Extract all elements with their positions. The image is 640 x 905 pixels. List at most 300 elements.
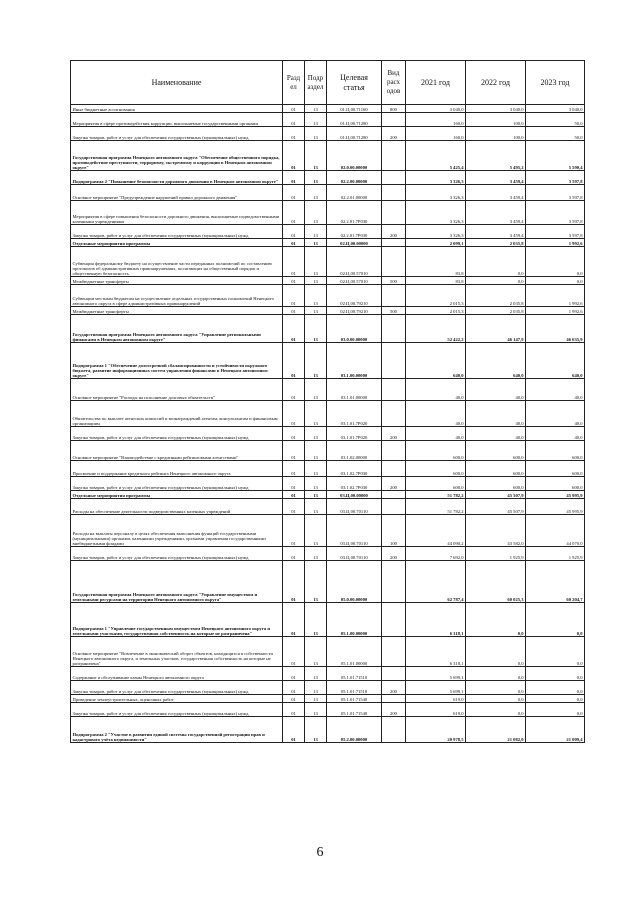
- row-expense-type: [382, 401, 406, 427]
- row-expense-type: 500: [382, 307, 406, 315]
- row-podrazdel: 13: [305, 171, 327, 185]
- row-target: 03.1.01.7Р020: [327, 401, 382, 427]
- header-expense-type: Вид расх одов: [382, 61, 406, 105]
- row-target: 01.Ц.00.71280: [327, 127, 382, 141]
- row-value-2021: 3 326,3: [406, 185, 466, 201]
- row-podrazdel: 13: [305, 343, 327, 379]
- row-value-2022: 0,0: [466, 695, 526, 703]
- row-value-2023: 0,0: [526, 703, 585, 717]
- row-target: 05.1.01.71540: [327, 695, 382, 703]
- table-row: [71, 603, 585, 637]
- row-target: 03.1.00.00000: [327, 343, 382, 379]
- row-expense-type: [382, 315, 406, 343]
- row-target: 02.Ц.00.79210: [327, 285, 382, 307]
- row-value-2021: 160,0: [406, 113, 466, 127]
- row-value-2022: 45 507,9: [466, 499, 526, 515]
- row-name: Закупка товаров, работ и услуг для обеспечения государственных (муниципальных) нужд: [71, 427, 283, 441]
- row-expense-type: 200: [382, 547, 406, 561]
- row-value-2021: 83,8: [406, 247, 466, 277]
- row-value-2023: 600,0: [526, 477, 585, 491]
- table-row: [71, 247, 585, 277]
- table-row: [71, 667, 585, 681]
- row-value-2023: 3 040,0: [526, 105, 585, 113]
- row-name: Отдельные мероприятия программы: [71, 239, 283, 247]
- row-value-2021: 51 782,2: [406, 499, 466, 515]
- row-expense-type: [382, 343, 406, 379]
- table-row: [71, 379, 585, 401]
- row-target: 03.Ц.00.70110: [327, 547, 382, 561]
- row-razdel: 01: [283, 637, 305, 667]
- table-row: [71, 201, 585, 225]
- row-razdel: 01: [283, 141, 305, 171]
- table-row: [71, 343, 585, 379]
- row-expense-type: 200: [382, 477, 406, 491]
- row-expense-type: 200: [382, 427, 406, 441]
- row-podrazdel: 13: [305, 717, 327, 743]
- row-podrazdel: 13: [305, 703, 327, 717]
- row-target: 03.1.01.7Р020: [327, 427, 382, 441]
- row-value-2022: 40,0: [466, 379, 526, 401]
- row-value-2021: 5 699,1: [406, 681, 466, 695]
- row-razdel: 01: [283, 379, 305, 401]
- table-row: [71, 141, 585, 171]
- row-value-2021: 44 090,2: [406, 515, 466, 547]
- row-value-2021: 2 015,3: [406, 285, 466, 307]
- row-expense-type: [382, 717, 406, 743]
- budget-table: [70, 60, 585, 743]
- row-target: 03.1.02.7Р030: [327, 461, 382, 477]
- row-expense-type: [382, 201, 406, 225]
- row-target: 02.2.01.7Р030: [327, 201, 382, 225]
- table-row: [71, 127, 585, 141]
- row-name: Закупка товаров, работ и услуг для обеспечения государственных (муниципальных) нужд: [71, 127, 283, 141]
- row-value-2022: 21 082,0: [466, 717, 526, 743]
- table-row: [71, 561, 585, 603]
- row-value-2023: 600,0: [526, 441, 585, 461]
- row-expense-type: [382, 441, 406, 461]
- row-value-2022: 0,0: [466, 703, 526, 717]
- row-name: Подпрограмма 2 "Повышение безопасности дорожного движения в Ненецком автономном округе": [71, 171, 283, 185]
- table-row: [71, 315, 585, 343]
- row-value-2023: 60 204,7: [526, 561, 585, 603]
- row-value-2021: 3 040,0: [406, 105, 466, 113]
- row-value-2023: 1 992,6: [526, 285, 585, 307]
- row-podrazdel: 13: [305, 637, 327, 667]
- row-razdel: 01: [283, 247, 305, 277]
- header-2021: 2021 год: [406, 61, 466, 105]
- row-razdel: 01: [283, 695, 305, 703]
- row-expense-type: 800: [382, 105, 406, 113]
- row-value-2021: 83,8: [406, 277, 466, 285]
- row-value-2022: 43 582,0: [466, 515, 526, 547]
- row-value-2022: 0,0: [466, 667, 526, 681]
- row-value-2021: 3 326,3: [406, 201, 466, 225]
- row-expense-type: [382, 499, 406, 515]
- row-target: 02.2.00.00000: [327, 171, 382, 185]
- row-expense-type: [382, 141, 406, 171]
- table-row: [71, 225, 585, 239]
- table-row: [71, 307, 585, 315]
- row-expense-type: 500: [382, 277, 406, 285]
- row-value-2023: 46 635,9: [526, 315, 585, 343]
- table-row: [71, 427, 585, 441]
- row-value-2021: 5 699,1: [406, 667, 466, 681]
- row-value-2021: 160,0: [406, 127, 466, 141]
- row-name: Мероприятия в сфере противодействия коррупции, выполняемые государственными органами: [71, 113, 283, 127]
- row-value-2021: 600,0: [406, 477, 466, 491]
- table-row: [71, 515, 585, 547]
- table-row: [71, 461, 585, 477]
- row-podrazdel: 13: [305, 401, 327, 427]
- row-value-2022: 100,0: [466, 113, 526, 127]
- row-expense-type: [382, 185, 406, 201]
- row-value-2021: 40,0: [406, 379, 466, 401]
- row-value-2021: 6 318,1: [406, 637, 466, 667]
- row-expense-type: 200: [382, 703, 406, 717]
- row-value-2023: 3 597,8: [526, 225, 585, 239]
- row-expense-type: [382, 637, 406, 667]
- row-name: Подпрограмма 1 "Обеспечение долгосрочной сбалансированности и устойчивости окружного бюджета, развитие информационных систем управления финансами в Ненецком автономном округе": [71, 343, 283, 379]
- row-expense-type: 100: [382, 515, 406, 547]
- row-value-2022: 640,0: [466, 343, 526, 379]
- row-razdel: 01: [283, 277, 305, 285]
- row-name: Субвенция федеральному бюджету на осуществление части переданных полномочий по составлению протоколов об административных правонарушениях, посягающих на общественный порядок и общественную безопасность: [71, 247, 283, 277]
- row-podrazdel: 13: [305, 379, 327, 401]
- row-value-2022: 0,0: [466, 637, 526, 667]
- row-value-2022: 2 035,8: [466, 285, 526, 307]
- row-razdel: 01: [283, 703, 305, 717]
- row-podrazdel: 13: [305, 441, 327, 461]
- row-target: 02.2.01.7Р030: [327, 225, 382, 239]
- row-podrazdel: 13: [305, 315, 327, 343]
- row-razdel: 01: [283, 401, 305, 427]
- row-razdel: 01: [283, 427, 305, 441]
- row-name: Расходы на выплаты персоналу в целях обеспечения выполнения функций государственными (муниципальными) органами, казенными учреждениями, органами управления государственными внебюджетными фондами: [71, 515, 283, 547]
- header-name: Наименование: [71, 61, 283, 105]
- row-value-2022: 3 459,4: [466, 201, 526, 225]
- row-expense-type: [382, 461, 406, 477]
- row-podrazdel: 13: [305, 603, 327, 637]
- row-target: 03.1.02.00000: [327, 441, 382, 461]
- row-podrazdel: 13: [305, 461, 327, 477]
- row-value-2022: 0,0: [466, 681, 526, 695]
- row-name: Основное мероприятие "Расходы на исполнение долговых обязательств": [71, 379, 283, 401]
- row-podrazdel: 13: [305, 225, 327, 239]
- row-value-2022: 2 035,8: [466, 307, 526, 315]
- header-2023: 2023 год: [526, 61, 585, 105]
- row-razdel: 01: [283, 499, 305, 515]
- row-name: Закупка товаров, работ и услуг для обеспечения государственных (муниципальных) нужд: [71, 225, 283, 239]
- row-value-2021: 51 782,2: [406, 491, 466, 499]
- table-row: [71, 239, 585, 247]
- table-row: [71, 499, 585, 515]
- row-value-2023: 3 597,8: [526, 185, 585, 201]
- row-value-2022: 46 147,9: [466, 315, 526, 343]
- row-value-2021: 5 425,4: [406, 141, 466, 171]
- row-name: Межбюджетные трансферты: [71, 277, 283, 285]
- row-value-2022: 600,0: [466, 441, 526, 461]
- row-name: Содержание и обслуживание казны Ненецкого автономного округа: [71, 667, 283, 681]
- header-razdel: Разд ел: [283, 61, 305, 105]
- row-podrazdel: 13: [305, 499, 327, 515]
- row-name: Государственная программа Ненецкого автономного округа "Обеспечение общественного порядка, противодействие преступности, терроризму, экстремизму и коррупции в Ненецком автономном округе": [71, 141, 283, 171]
- row-razdel: 01: [283, 343, 305, 379]
- row-target: 02.2.01.00000: [327, 185, 382, 201]
- row-name: Государственная программа Ненецкого автономного округа "Управление имуществом и земельными ресурсами на территории Ненецкого автономного округа": [71, 561, 283, 603]
- row-target: 03.1.01.00000: [327, 379, 382, 401]
- row-razdel: 01: [283, 491, 305, 499]
- row-razdel: 01: [283, 603, 305, 637]
- row-value-2023: 0,0: [526, 637, 585, 667]
- row-podrazdel: 13: [305, 201, 327, 225]
- row-value-2022: 40,0: [466, 401, 526, 427]
- row-value-2023: 50,0: [526, 127, 585, 141]
- row-podrazdel: 13: [305, 247, 327, 277]
- row-razdel: 01: [283, 201, 305, 225]
- row-target: 03.1.02.7Р030: [327, 477, 382, 491]
- row-podrazdel: 13: [305, 695, 327, 703]
- table-row: [71, 681, 585, 695]
- row-expense-type: [382, 667, 406, 681]
- row-value-2023: 40,0: [526, 401, 585, 427]
- row-podrazdel: 13: [305, 127, 327, 141]
- table-row: [71, 401, 585, 427]
- row-value-2021: 619,0: [406, 703, 466, 717]
- row-name: Государственная программа Ненецкого автономного округа "Управление региональными финансами в Ненецком автономном округе": [71, 315, 283, 343]
- row-value-2023: 1 992,6: [526, 307, 585, 315]
- row-razdel: 01: [283, 307, 305, 315]
- row-value-2022: 5 495,2: [466, 141, 526, 171]
- row-name: Подпрограмма 1 "Управление государственным имуществом Ненецкого автономного округа и земельными участками, государственная собственность на которые не разграничена": [71, 603, 283, 637]
- row-expense-type: 200: [382, 681, 406, 695]
- row-value-2023: 5 590,4: [526, 141, 585, 171]
- row-podrazdel: 13: [305, 285, 327, 307]
- row-value-2021: 40,0: [406, 401, 466, 427]
- row-podrazdel: 13: [305, 239, 327, 247]
- row-value-2023: 1 992,6: [526, 239, 585, 247]
- row-name: Проведение землеустроительных, оценочных работ: [71, 695, 283, 703]
- row-value-2021: 2 015,3: [406, 307, 466, 315]
- row-name: Основное мероприятие "Предупреждение нарушений правил дорожного движения": [71, 185, 283, 201]
- row-name: Закупка товаров, работ и услуг для обеспечения государственных (муниципальных) нужд: [71, 547, 283, 561]
- row-podrazdel: 13: [305, 185, 327, 201]
- row-name: Межбюджетные трансферты: [71, 307, 283, 315]
- row-name: Субвенции местным бюджетам на осуществление отдельных государственных полномочий Ненецкого автономного округа в сфере административных правонарушений: [71, 285, 283, 307]
- row-value-2021: 619,0: [406, 695, 466, 703]
- row-razdel: 01: [283, 477, 305, 491]
- row-podrazdel: 13: [305, 547, 327, 561]
- row-expense-type: [382, 171, 406, 185]
- row-name: Основное мероприятие "Вовлечение в экономический оборот объектов, находящихся в собственности Ненецкого автономного округа, и земельных участков, государственная собственность на которые не разграничена": [71, 637, 283, 667]
- row-value-2023: 0,0: [526, 603, 585, 637]
- row-razdel: 01: [283, 239, 305, 247]
- row-target: 03.0.00.00000: [327, 315, 382, 343]
- row-value-2022: 60 025,3: [466, 561, 526, 603]
- table-row: [71, 491, 585, 499]
- row-value-2023: 50,0: [526, 113, 585, 127]
- row-value-2023: 0,0: [526, 277, 585, 285]
- row-value-2021: 600,0: [406, 461, 466, 477]
- row-razdel: 01: [283, 717, 305, 743]
- row-name: Расходы на обеспечение деятельности подведомственных казенных учреждений: [71, 499, 283, 515]
- row-target: 05.2.00.00000: [327, 717, 382, 743]
- row-expense-type: [382, 285, 406, 307]
- row-expense-type: [382, 561, 406, 603]
- row-podrazdel: 13: [305, 477, 327, 491]
- row-expense-type: [382, 695, 406, 703]
- row-name: Закупка товаров, работ и услуг для обеспечения государственных (муниципальных) нужд: [71, 703, 283, 717]
- row-razdel: 01: [283, 441, 305, 461]
- row-value-2023: 40,0: [526, 379, 585, 401]
- table-row: [71, 477, 585, 491]
- row-value-2022: 3 459,4: [466, 171, 526, 185]
- table-header-row: [71, 61, 585, 105]
- row-value-2023: 21 009,4: [526, 717, 585, 743]
- row-razdel: 01: [283, 285, 305, 307]
- row-expense-type: [382, 603, 406, 637]
- row-target: 03.Ц.00.00000: [327, 491, 382, 499]
- row-target: 02.Ц.00.00000: [327, 239, 382, 247]
- table-row: [71, 185, 585, 201]
- table-row: [71, 695, 585, 703]
- row-value-2021: 2 099,1: [406, 239, 466, 247]
- row-podrazdel: 13: [305, 277, 327, 285]
- row-name: Присвоение и поддержание кредитного рейтинга Ненецкого автономного округа: [71, 461, 283, 477]
- row-razdel: 01: [283, 461, 305, 477]
- row-value-2023: 1 925,9: [526, 547, 585, 561]
- row-name: Закупка товаров, работ и услуг для обеспечения государственных (муниципальных) нужд: [71, 681, 283, 695]
- row-target: 05.1.01.71510: [327, 681, 382, 695]
- table-row: [71, 717, 585, 743]
- row-name: Основное мероприятие "Взаимодействие с кредитными рейтинговыми агентствами": [71, 441, 283, 461]
- row-razdel: 01: [283, 561, 305, 603]
- row-value-2023: 45 995,9: [526, 491, 585, 499]
- row-value-2022: 1 925,9: [466, 547, 526, 561]
- row-name: Отдельные мероприятия программы: [71, 491, 283, 499]
- row-target: 05.0.00.00000: [327, 561, 382, 603]
- row-target: 03.Ц.00.70110: [327, 499, 382, 515]
- row-podrazdel: 13: [305, 561, 327, 603]
- row-expense-type: 200: [382, 225, 406, 239]
- row-value-2021: 20 978,5: [406, 717, 466, 743]
- row-value-2022: 0,0: [466, 277, 526, 285]
- row-razdel: 01: [283, 681, 305, 695]
- row-value-2023: 44 070,0: [526, 515, 585, 547]
- row-value-2023: 3 597,8: [526, 201, 585, 225]
- row-value-2021: 52 422,2: [406, 315, 466, 343]
- row-razdel: 01: [283, 171, 305, 185]
- row-value-2021: 3 326,3: [406, 225, 466, 239]
- table-row: [71, 547, 585, 561]
- row-target: 03.Ц.00.70110: [327, 515, 382, 547]
- row-value-2022: 40,0: [466, 427, 526, 441]
- row-target: 05.1.01.71510: [327, 667, 382, 681]
- row-podrazdel: 13: [305, 427, 327, 441]
- row-razdel: 01: [283, 225, 305, 239]
- table-row: [71, 441, 585, 461]
- row-expense-type: 200: [382, 127, 406, 141]
- row-expense-type: [382, 247, 406, 277]
- header-podrazdel: Подр аздел: [305, 61, 327, 105]
- row-value-2022: 600,0: [466, 461, 526, 477]
- row-value-2023: 640,0: [526, 343, 585, 379]
- row-value-2021: 7 692,0: [406, 547, 466, 561]
- row-target: 01.Ц.00.71280: [327, 113, 382, 127]
- header-target: Целевая статья: [327, 61, 382, 105]
- row-razdel: 01: [283, 315, 305, 343]
- row-target: 05.1.00.00000: [327, 603, 382, 637]
- row-target: 02.Ц.00.57010: [327, 247, 382, 277]
- row-podrazdel: 13: [305, 307, 327, 315]
- row-razdel: 01: [283, 667, 305, 681]
- row-value-2022: 3 459,4: [466, 185, 526, 201]
- row-target: 02.0.00.00000: [327, 141, 382, 171]
- table-row: [71, 277, 585, 285]
- row-expense-type: [382, 379, 406, 401]
- row-value-2022: 45 507,9: [466, 491, 526, 499]
- row-value-2023: 45 995,9: [526, 499, 585, 515]
- row-podrazdel: 13: [305, 515, 327, 547]
- row-expense-type: [382, 113, 406, 127]
- header-2022: 2022 год: [466, 61, 526, 105]
- row-value-2022: 2 035,8: [466, 239, 526, 247]
- row-value-2023: 3 597,8: [526, 171, 585, 185]
- row-podrazdel: 13: [305, 667, 327, 681]
- row-podrazdel: 13: [305, 113, 327, 127]
- row-target: 02.Ц.00.57010: [327, 277, 382, 285]
- row-razdel: 01: [283, 185, 305, 201]
- row-razdel: 01: [283, 113, 305, 127]
- row-value-2021: 3 326,3: [406, 171, 466, 185]
- row-name: Иные бюджетные ассигнования: [71, 105, 283, 113]
- row-podrazdel: 13: [305, 141, 327, 171]
- table-row: [71, 637, 585, 667]
- row-value-2023: 0,0: [526, 695, 585, 703]
- row-value-2021: 62 787,4: [406, 561, 466, 603]
- row-value-2022: 100,0: [466, 127, 526, 141]
- row-expense-type: [382, 491, 406, 499]
- row-value-2021: 40,0: [406, 427, 466, 441]
- row-name: Мероприятия в сфере повышения безопасности дорожного движения, выполняемые подведомственными казенными учреждениями: [71, 201, 283, 225]
- page-number: 6: [316, 845, 324, 860]
- row-razdel: 01: [283, 127, 305, 141]
- row-value-2022: 3 459,4: [466, 225, 526, 239]
- row-razdel: 01: [283, 105, 305, 113]
- table-body: [71, 105, 585, 743]
- row-value-2022: 0,0: [466, 603, 526, 637]
- row-value-2022: 600,0: [466, 477, 526, 491]
- row-podrazdel: 13: [305, 491, 327, 499]
- row-razdel: 01: [283, 515, 305, 547]
- row-value-2023: 600,0: [526, 461, 585, 477]
- row-value-2021: 6 318,1: [406, 603, 466, 637]
- row-value-2023: 0,0: [526, 247, 585, 277]
- row-value-2022: 0,0: [466, 247, 526, 277]
- row-target: 05.1.01.71540: [327, 703, 382, 717]
- row-expense-type: [382, 239, 406, 247]
- row-target: 01.Ц.00.71160: [327, 105, 382, 113]
- row-value-2022: 3 040,0: [466, 105, 526, 113]
- row-value-2021: 640,0: [406, 343, 466, 379]
- table-row: [71, 105, 585, 113]
- table-row: [71, 285, 585, 307]
- row-value-2023: 0,0: [526, 667, 585, 681]
- row-name: Обязательства по выплате агентских комиссий и вознаграждений агентам, консультантам и финансовым организациям: [71, 401, 283, 427]
- row-target: 05.1.01.00000: [327, 637, 382, 667]
- row-name: Подпрограмма 2 "Участие в развитии единой системы государственной регистрации прав и кадастрового учёта недвижимости": [71, 717, 283, 743]
- row-razdel: 01: [283, 547, 305, 561]
- table-row: [71, 171, 585, 185]
